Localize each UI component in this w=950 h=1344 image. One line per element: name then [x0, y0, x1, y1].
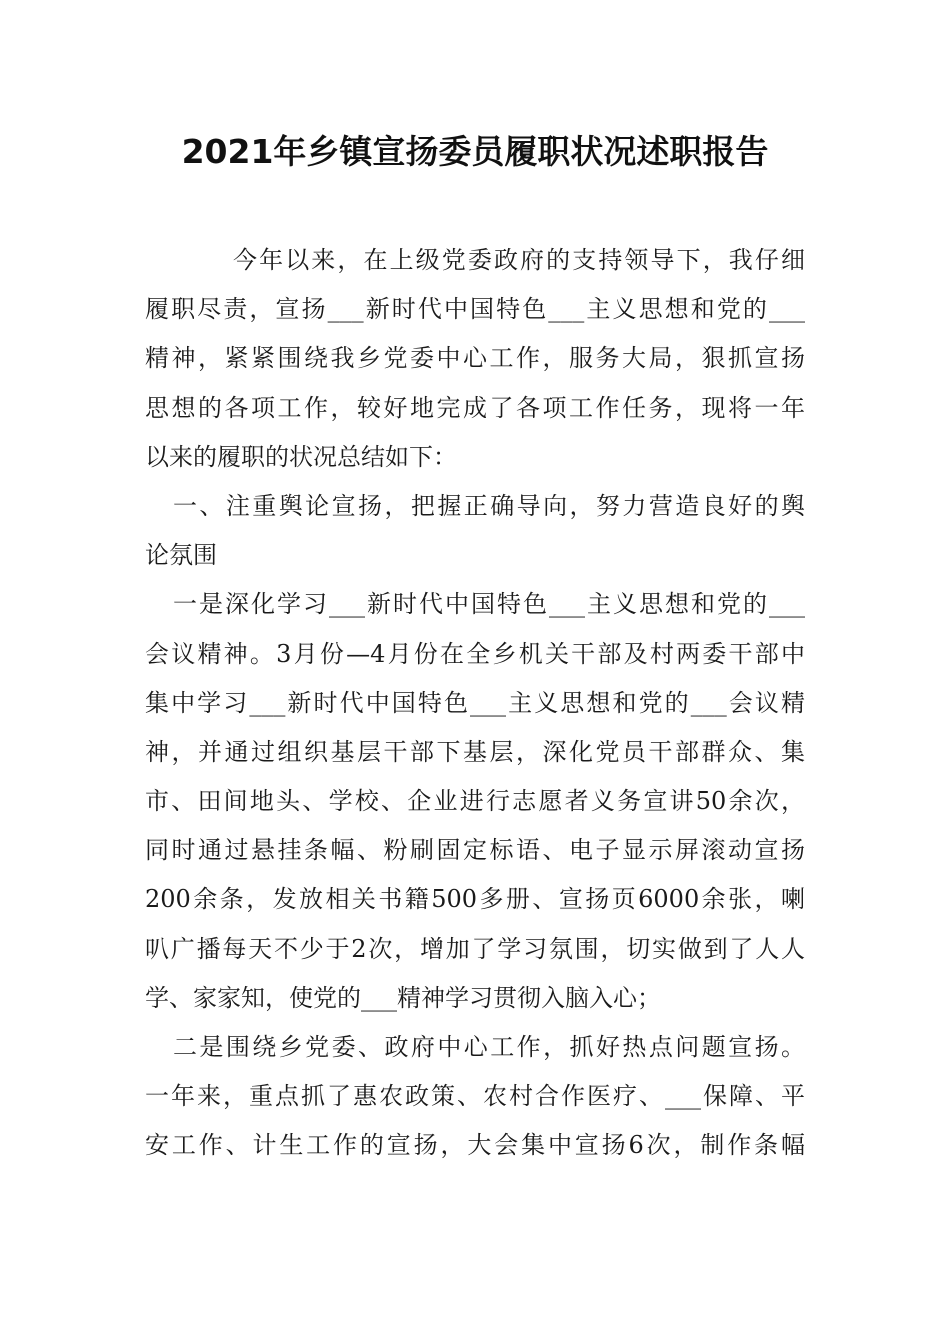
paragraph-line: 神，并通过组织基层干部下基层，深化党员干部群众、集 [145, 737, 805, 766]
paragraph-line: 200余条，发放相关书籍500多册、宣扬页6000余张，喇 [145, 885, 805, 914]
document-body [145, 236, 805, 1171]
document-title: 2021年乡镇宣扬委员履职状况述职报告 [181, 132, 769, 171]
paragraph-line: 学、家家知，使党的___精神学习贯彻入脑入心； [145, 983, 661, 1012]
paragraph-line: 今年以来，在上级党委政府的支持领导下，我仔细 [233, 246, 805, 274]
paragraph-line: 思想的各项工作，较好地完成了各项工作任务，现将一年 [145, 393, 805, 422]
paragraph-line: 精神，紧紧围绕我乡党委中心工作，服务大局，狠抓宣扬 [145, 344, 805, 373]
paragraph-line: 一是深化学习___新时代中国特色___主义思想和党的___ [173, 590, 805, 619]
paragraph-line: 同时通过悬挂条幅、粉刷固定标语、电子显示屏滚动宣扬 [145, 836, 805, 865]
paragraph-line: 叭广播每天不少于2次，增加了学习氛围，切实做到了人人 [145, 934, 805, 963]
paragraph-line: 以来的履职的状况总结如下： [145, 442, 457, 471]
paragraph-line: 履职尽责，宣扬___新时代中国特色___主义思想和党的___ [145, 295, 805, 324]
section-heading-line: 一、注重舆论宣扬，把握正确导向，努力营造良好的舆 [173, 491, 805, 520]
paragraph-line: 集中学习___新时代中国特色___主义思想和党的___会议精 [145, 688, 805, 717]
paragraph-line: 一年来，重点抓了惠农政策、农村合作医疗、___保障、平 [145, 1082, 805, 1111]
paragraph-line: 安工作、计生工作的宣扬，大会集中宣扬6次，制作条幅 [145, 1131, 805, 1160]
paragraph-line: 市、田间地头、学校、企业进行志愿者义务宣讲50余次， [145, 787, 805, 816]
paragraph-line: 会议精神。3月份—4月份在全乡机关干部及村两委干部中 [145, 639, 805, 668]
paragraph-line: 二是围绕乡党委、政府中心工作，抓好热点问题宣扬。 [173, 1033, 805, 1061]
section-heading-line: 论氛围 [145, 541, 217, 570]
